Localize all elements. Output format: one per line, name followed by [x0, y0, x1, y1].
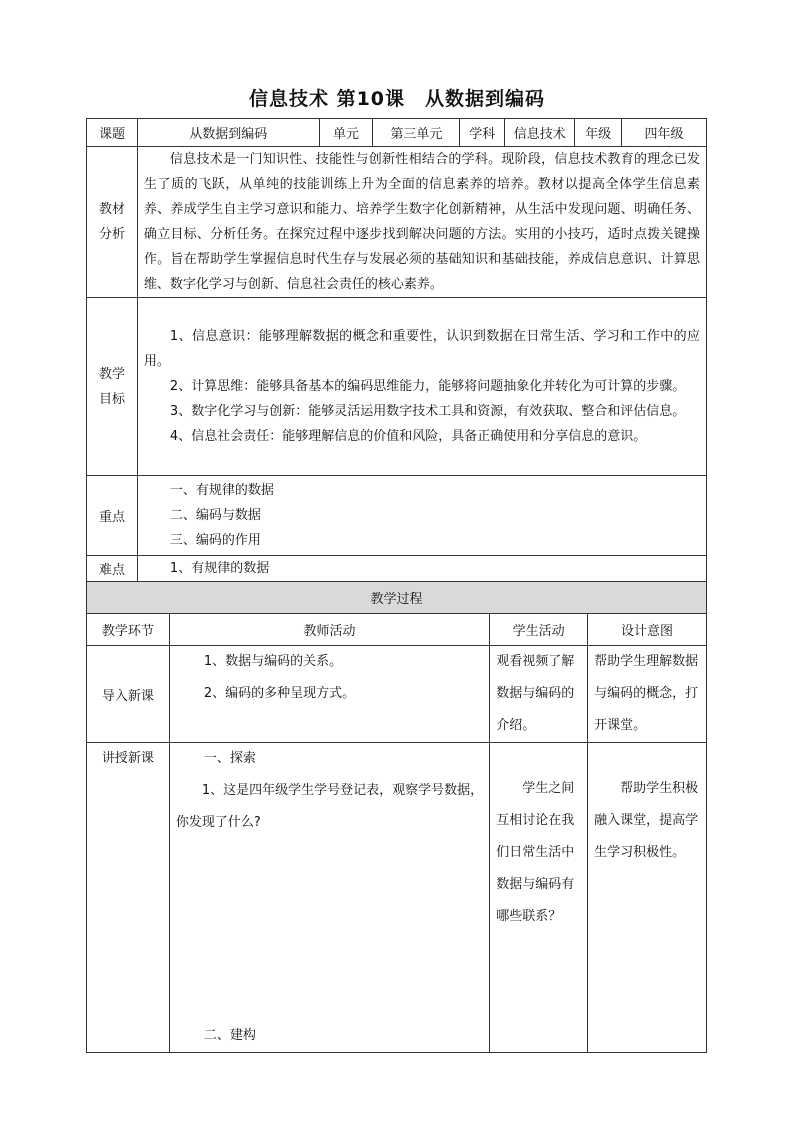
intro-intent-text: 帮助学生理解数据与编码的概念，打开课堂。 — [594, 654, 699, 733]
goal-item: 2、计算思维：能够具备基本的编码思维能力，能够将问题抽象化并转化为可计算的步骤。 — [169, 379, 686, 394]
lesson-value: 从数据到编码 — [137, 119, 319, 147]
intro-stage: 导入新课 — [87, 646, 170, 743]
subject-label: 学科 — [460, 119, 505, 147]
new-lesson-teacher-heading: 一、探索 — [203, 751, 256, 766]
unit-value: 第三单元 — [373, 119, 460, 147]
goals-label-2: 目标 — [98, 391, 125, 407]
goals-label-1: 教学 — [98, 366, 125, 382]
key-points-content — [137, 476, 706, 556]
lesson-label: 课题 — [87, 119, 138, 147]
lesson-info-table — [86, 118, 707, 582]
new-lesson-intent — [588, 743, 707, 1053]
unit-label: 单元 — [319, 119, 373, 147]
process-header-row — [87, 614, 707, 646]
key-points-label: 重点 — [87, 476, 138, 556]
intro-teacher-item: 2、编码的多种呈现方式。 — [203, 686, 356, 701]
intro-teacher — [169, 646, 489, 743]
header-stage: 教学环节 — [87, 614, 170, 646]
key-point-item: 三、编码的作用 — [169, 533, 261, 548]
intro-row — [87, 646, 707, 743]
goals-label-cell — [87, 298, 138, 476]
intro-teacher-item: 1、数据与编码的关系。 — [203, 654, 343, 669]
difficulty-content — [137, 556, 706, 582]
goals-row — [87, 298, 707, 476]
grade-value: 四年级 — [622, 119, 707, 147]
intro-student-text: 观看视频了解数据与编码的介绍。 — [496, 654, 575, 733]
goal-item: 1、信息意识：能够理解数据的概念和重要性，认识到数据在日常生活、学习和工作中的应用。 — [143, 329, 700, 369]
process-title-row — [87, 582, 707, 614]
new-lesson-teacher — [169, 743, 489, 1053]
goals-content — [137, 298, 706, 476]
analysis-content — [137, 147, 706, 298]
new-lesson-intent-text: 帮助学生积极融入课堂，提高学生学习积极性。 — [594, 781, 699, 860]
key-points-row — [87, 476, 707, 556]
difficulty-text: 1、有规律的数据 — [169, 561, 270, 576]
info-row — [87, 119, 707, 147]
new-lesson-student — [490, 743, 588, 1053]
teaching-process-table — [86, 581, 707, 1053]
new-lesson-teacher-item: 1、这是四年级学生学号登记表，观察学号数据，你发现了什么? — [175, 783, 484, 830]
new-lesson-teacher-heading-2: 二、建构 — [203, 1028, 256, 1043]
header-intent: 设计意图 — [588, 614, 707, 646]
subject-value: 信息技术 — [505, 119, 575, 147]
intro-intent — [588, 646, 707, 743]
new-lesson-row — [87, 743, 707, 1053]
analysis-label-2: 分析 — [98, 227, 125, 242]
header-teacher: 教师活动 — [169, 614, 489, 646]
key-point-item: 二、编码与数据 — [169, 508, 261, 523]
key-point-item: 一、有规律的数据 — [169, 483, 274, 498]
analysis-label-cell — [87, 147, 138, 298]
analysis-text: 信息技术是一门知识性、技能性与创新性相结合的学科。现阶段，信息技术教育的理念已发生了质的飞跃，从单纯的技能训练上升为全面的信息素养的培养。教材以提高全体学生信息素养、养成学生自主学习意识和能力、培养学生数字化创新精神，从生活中发现问题、明确任务、确立目标、分析任务。在探究过程中逐步找到解决问题的方法。实用的小技巧，适时点拨关键操作。旨在帮助学生掌握信息时代生存与发展必须的基础知识和基础技能，养成信息意识、计算思维、数字化学习与创新、信息社会责任的核心素养。 — [143, 152, 700, 292]
grade-label: 年级 — [575, 119, 622, 147]
new-lesson-stage: 讲授新课 — [87, 743, 170, 1053]
document-title: 信息技术 第10课 从数据到编码 — [248, 88, 546, 110]
difficulty-label: 难点 — [87, 556, 138, 582]
goal-item: 3、数字化学习与创新：能够灵活运用数字技术工具和资源，有效获取、整合和评估信息。 — [169, 404, 686, 419]
analysis-label-1: 教材 — [98, 202, 125, 217]
new-lesson-student-text: 学生之间互相讨论在我们日常生活中数据与编码有哪些联系？ — [496, 781, 575, 924]
process-title: 教学过程 — [87, 582, 707, 614]
analysis-row — [87, 147, 707, 298]
difficulty-row — [87, 556, 707, 582]
header-student: 学生活动 — [490, 614, 588, 646]
intro-student — [490, 646, 588, 743]
goal-item: 4、信息社会责任：能够理解信息的价值和风险，具备正确使用和分享信息的意识。 — [169, 429, 647, 444]
